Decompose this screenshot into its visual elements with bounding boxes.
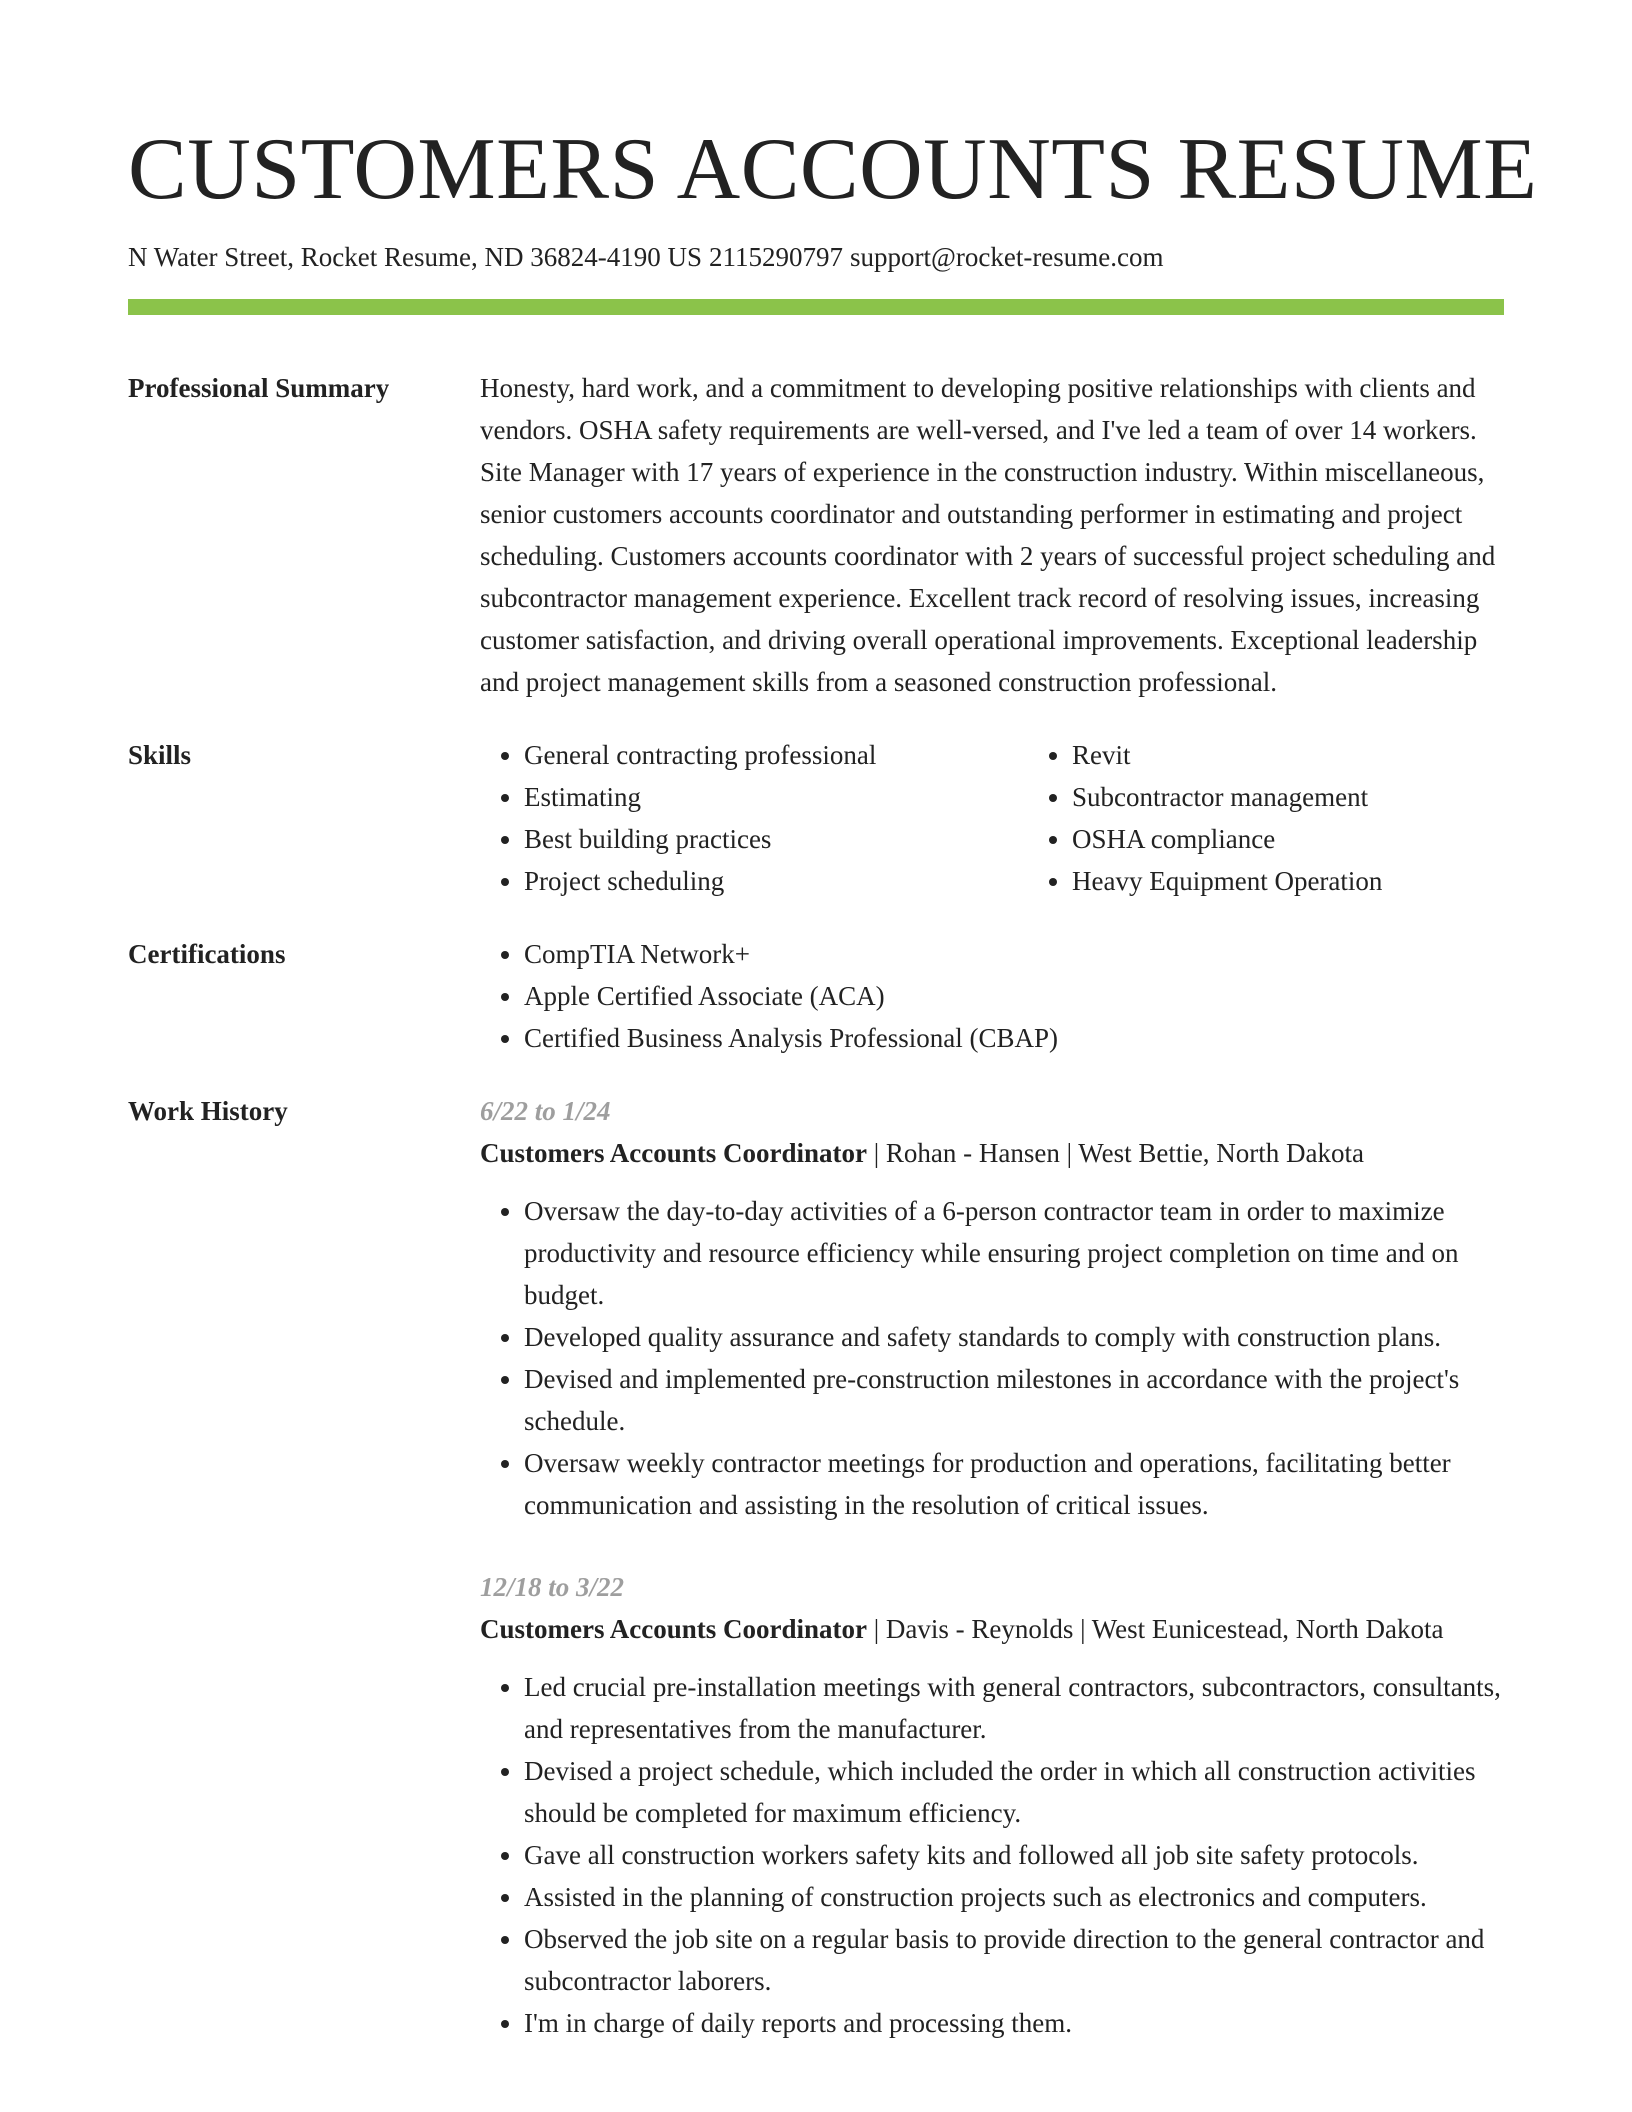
job-dates: 12/18 to 3/22 xyxy=(480,1572,625,1602)
contact-email: support@rocket-resume.com xyxy=(850,242,1164,272)
job-header xyxy=(480,1608,1504,1650)
section-professional-summary xyxy=(128,367,1504,703)
skills-list-right xyxy=(1028,734,1382,902)
skill-item: • Subcontractor management xyxy=(1072,776,1382,818)
skill-item: • Best building practices xyxy=(524,818,1028,860)
job-entry xyxy=(480,1090,1504,1526)
job-header xyxy=(480,1132,1504,1174)
skills-list-left xyxy=(480,734,1028,902)
section-label-summary: Professional Summary xyxy=(128,373,390,403)
section-label-skills: Skills xyxy=(128,740,192,770)
skill-item: • General contracting professional xyxy=(524,734,1028,776)
summary-text: Honesty, hard work, and a commitment to developing positive relationships with clients and vendors. OSHA safety requirements are well-versed, and I've led a team of over 14 workers. Site Manager with 17 years of experience in the construction industry. Within miscellaneous, senior customers accounts coordinator and outstanding performer in estimating and project scheduling. Customers accounts coordinator with 2 years of successful project scheduling and subcontractor management experience. Excellent track record of resolving issues, increasing customer satisfaction, and driving overall operational improvements. Exceptional leadership and project management skills from a seasoned construction professional. xyxy=(480,373,1496,697)
job-bullet: • Devised a project schedule, which included the order in which all construction activities should be completed for maximum efficiency. xyxy=(524,1750,1504,1834)
job-dates: 6/22 to 1/24 xyxy=(480,1096,611,1126)
contact-line xyxy=(128,240,1504,274)
job-bullet: • Assisted in the planning of construction projects such as electronics and computers. xyxy=(524,1876,1504,1918)
skill-item: • OSHA compliance xyxy=(1072,818,1382,860)
contact-phone: 2115290797 xyxy=(709,242,843,272)
job-details: | Davis - Reynolds | West Eunicestead, North Dakota xyxy=(866,1614,1444,1644)
job-bullet: • Led crucial pre-installation meetings with general contractors, subcontractors, consultants, and representatives from the manufacturer. xyxy=(524,1666,1504,1750)
section-label-certifications: Certifications xyxy=(128,939,286,969)
contact-address: N Water Street, Rocket Resume, ND 36824-4190 US xyxy=(128,242,702,272)
certifications-list xyxy=(480,933,1504,1059)
skills-body xyxy=(480,734,1504,902)
job-bullet: • Observed the job site on a regular basis to provide direction to the general contractor and subcontractor laborers. xyxy=(524,1918,1504,2002)
job-bullet: • I'm in charge of daily reports and processing them. xyxy=(524,2002,1504,2044)
job-title: Customers Accounts Coordinator xyxy=(480,1614,867,1644)
job-bullet: • Oversaw weekly contractor meetings for production and operations, facilitating better communication and assisting in the resolution of critical issues. xyxy=(524,1442,1504,1526)
header-divider xyxy=(128,299,1504,315)
job-bullet: • Developed quality assurance and safety standards to comply with construction plans. xyxy=(524,1316,1504,1358)
section-certifications xyxy=(128,933,1504,1059)
certifications-body xyxy=(480,933,1504,1059)
job-title: Customers Accounts Coordinator xyxy=(480,1138,867,1168)
job-entry xyxy=(480,1566,1504,2044)
skill-item: • Estimating xyxy=(524,776,1028,818)
job-bullet: • Oversaw the day-to-day activities of a 6-person contractor team in order to maximize productivity and resource efficiency while ensuring project completion on time and on budget. xyxy=(524,1190,1504,1316)
certification-item: • CompTIA Network+ xyxy=(524,933,1504,975)
job-bullet: • Devised and implemented pre-construction milestones in accordance with the project's schedule. xyxy=(524,1358,1504,1442)
summary-body xyxy=(480,367,1504,703)
job-bullet: • Gave all construction workers safety kits and followed all job site safety protocols. xyxy=(524,1834,1504,1876)
certification-item: • Apple Certified Associate (ACA) xyxy=(524,975,1504,1017)
skill-item: • Revit xyxy=(1072,734,1382,776)
work-history-body xyxy=(480,1090,1504,2084)
job-details: | Rohan - Hansen | West Bettie, North Dakota xyxy=(866,1138,1365,1168)
section-work-history xyxy=(128,1090,1504,2084)
job-bullets xyxy=(480,1666,1504,2044)
skill-item: • Project scheduling xyxy=(524,860,1028,902)
resume-title: CUSTOMERS ACCOUNTS RESUME xyxy=(128,121,1538,218)
skill-item: • Heavy Equipment Operation xyxy=(1072,860,1382,902)
section-label-work-history: Work History xyxy=(128,1096,288,1126)
job-bullets xyxy=(480,1190,1504,1526)
section-skills xyxy=(128,734,1504,902)
certification-item: • Certified Business Analysis Professional (CBAP) xyxy=(524,1017,1504,1059)
